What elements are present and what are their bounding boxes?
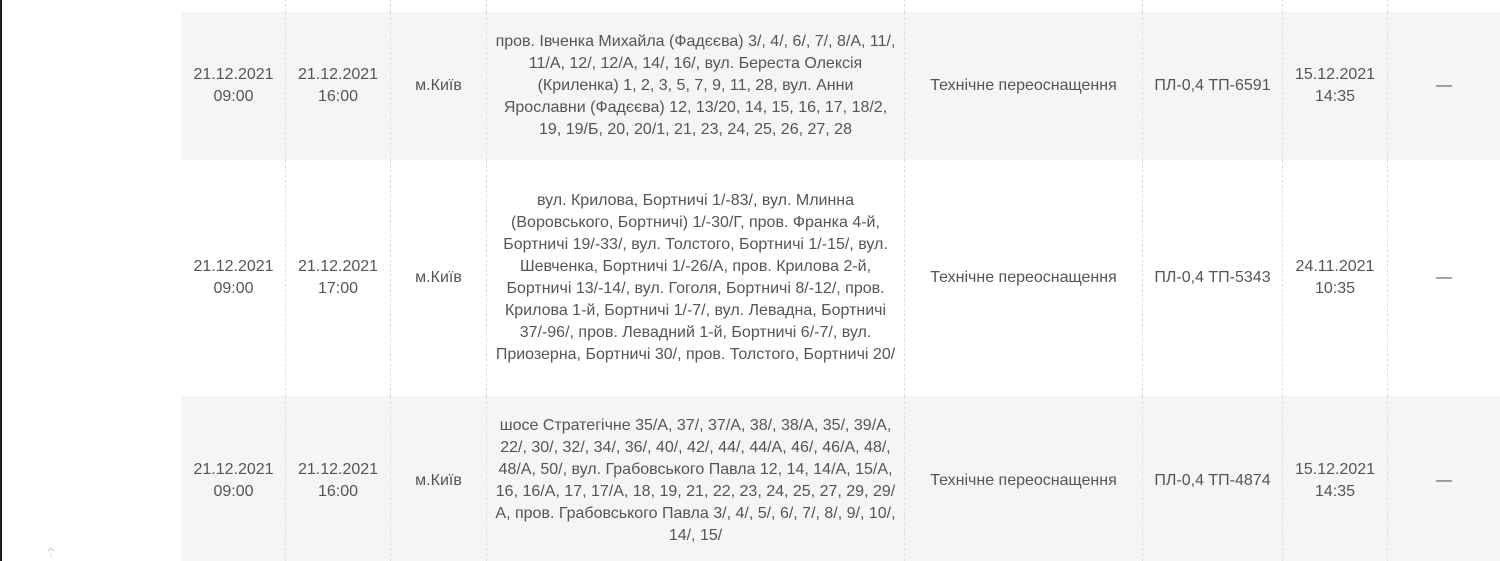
addresses-cell bbox=[487, 12, 905, 160]
note-cell bbox=[1388, 12, 1500, 160]
outage-schedule-table bbox=[182, 0, 1500, 561]
end-date: 21.12.2021 bbox=[297, 461, 379, 478]
work-type-text: Технічне переоснащення bbox=[930, 77, 1117, 94]
power-line-cell bbox=[1143, 12, 1283, 160]
power-line-text: ПЛ-0,4 ТП-5343 bbox=[1154, 269, 1271, 286]
end-time: 16:00 bbox=[317, 88, 359, 105]
created-time: 14:35 bbox=[1314, 483, 1356, 500]
end-date: 21.12.2021 bbox=[297, 258, 379, 275]
table-row bbox=[182, 12, 1500, 160]
city-cell bbox=[391, 12, 487, 160]
left-edge-divider bbox=[0, 0, 2, 561]
table-cell-empty bbox=[182, 0, 286, 12]
created-time: 14:35 bbox=[1314, 88, 1356, 105]
table-row bbox=[182, 396, 1500, 561]
city-text: м.Київ bbox=[415, 269, 462, 286]
start-date: 21.12.2021 bbox=[193, 461, 274, 478]
addresses-text: вул. Крилова, Бортничі 1/-83/, вул. Млинна (Воровського, Бортничі) 1/-30/Г, пров. Франка 4-й, Бортничі 19/-33/, вул. Толстого, Бортничі 1/-15/, вул. Шевченка, Бортничі 1/-26/А, пров. Крилова 2-й, Бортничі 13/-14/, вул. Гоголя, Бортничі 8/-12/, пров. Крилова 1-й, Бортничі 1/-7/, вул. Левадна, Бортничі 37/-96/, пров. Левадний 1-й, Бортничі 6/-7/, вул. Приозерна, Бортничі 30/, пров. Толстого, Бортничі 20/ bbox=[495, 192, 896, 363]
city-text: м.Київ bbox=[415, 77, 462, 94]
created-time: 10:35 bbox=[1314, 280, 1356, 297]
note-text: — bbox=[1436, 472, 1452, 489]
table-cell-empty bbox=[905, 0, 1143, 12]
start-time: 09:00 bbox=[213, 280, 254, 297]
addresses-cell bbox=[487, 160, 905, 396]
city-cell bbox=[391, 160, 487, 396]
end-date: 21.12.2021 bbox=[297, 66, 379, 83]
addresses-text: пров. Івченка Михайла (Фадєєва) 3/, 4/, 6/, 7/, 8/А, 11/, 11/А, 12/, 12/А, 14/, 16/, вул. Береста Олексія (Криленка) 1, 2, 3, 5, 7, 9, 11, 28, вул. Анни Ярославни (Фадєєва) 12, 13/20, 14, 15, 16, 17, 18/2, 19, 19/Б, 20, 20/1, 21, 23, 24, 25, 26, 27, 28 bbox=[495, 33, 896, 138]
work-type-cell bbox=[905, 160, 1143, 396]
created-datetime-cell bbox=[1283, 396, 1388, 561]
table-row bbox=[182, 160, 1500, 396]
work-type-cell bbox=[905, 396, 1143, 561]
chevron-up-icon-glyph bbox=[46, 545, 56, 557]
end-datetime-cell bbox=[286, 396, 391, 561]
note-cell bbox=[1388, 396, 1500, 561]
table-cell-empty bbox=[391, 0, 487, 12]
end-time: 16:00 bbox=[317, 483, 359, 500]
created-datetime-cell bbox=[1283, 160, 1388, 396]
start-time: 09:00 bbox=[213, 483, 254, 500]
work-type-text: Технічне переоснащення bbox=[930, 269, 1117, 286]
start-datetime-cell bbox=[182, 160, 286, 396]
start-datetime-cell bbox=[182, 12, 286, 160]
table-cell-empty bbox=[286, 0, 391, 12]
city-cell bbox=[391, 396, 487, 561]
created-date: 24.11.2021 bbox=[1295, 258, 1375, 275]
power-line-text: ПЛ-0,4 ТП-4874 bbox=[1154, 472, 1271, 489]
power-line-text: ПЛ-0,4 ТП-6591 bbox=[1154, 77, 1271, 94]
power-line-cell bbox=[1143, 396, 1283, 561]
start-time: 09:00 bbox=[213, 88, 254, 105]
table-cell-empty bbox=[1143, 0, 1283, 12]
start-datetime-cell bbox=[182, 396, 286, 561]
start-date: 21.12.2021 bbox=[193, 66, 274, 83]
end-datetime-cell bbox=[286, 160, 391, 396]
addresses-cell bbox=[487, 396, 905, 561]
table-cell-empty bbox=[487, 0, 905, 12]
city-text: м.Київ bbox=[415, 472, 462, 489]
table-cell-empty bbox=[1283, 0, 1388, 12]
start-date: 21.12.2021 bbox=[193, 258, 274, 275]
table-row-spacer bbox=[182, 0, 1500, 12]
created-date: 15.12.2021 bbox=[1294, 461, 1376, 478]
addresses-text: шосе Стратегічне 35/А, 37/, 37/А, 38/, 38/А, 35/, 39/А, 22/, 30/, 32/, 34/, 36/, 40/, 42/, 44/, 44/А, 46/, 46/А, 48/, 48/А, 50/, вул. Грабовського Павла 12, 14, 14/А, 15/А, 16, 16/А, 17, 17/А, 18, 19, 21, 22, 23, 24, 25, 27, 29, 29/А, пров. Грабовського Павла 3/, 4/, 5/, 6/, 7/, 8/, 9/, 10/, 14/, 15/ bbox=[495, 417, 896, 544]
note-cell bbox=[1388, 160, 1500, 396]
note-text: — bbox=[1436, 269, 1452, 286]
created-date: 15.12.2021 bbox=[1294, 66, 1376, 83]
chevron-up-icon[interactable] bbox=[44, 545, 58, 561]
note-text: — bbox=[1436, 77, 1452, 94]
work-type-text: Технічне переоснащення bbox=[930, 472, 1117, 489]
created-datetime-cell bbox=[1283, 12, 1388, 160]
end-time: 17:00 bbox=[317, 280, 359, 297]
end-datetime-cell bbox=[286, 12, 391, 160]
power-line-cell bbox=[1143, 160, 1283, 396]
work-type-cell bbox=[905, 12, 1143, 160]
table-cell-empty bbox=[1388, 0, 1500, 12]
